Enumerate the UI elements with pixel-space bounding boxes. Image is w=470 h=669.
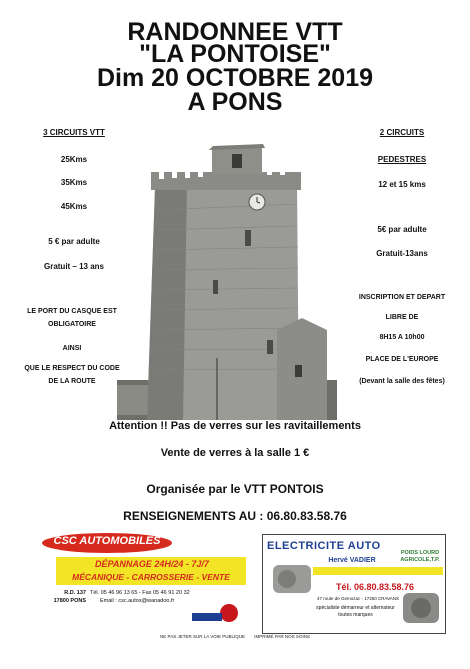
footer-left: NE PAS JETER SUR LA VOIE PUBLIQUE (160, 634, 245, 639)
right-heading-line-2: PEDESTRES (377, 155, 427, 164)
title-line-2: "LA PONTOISE" (139, 40, 331, 68)
footer (0, 634, 470, 639)
vente-notice: Vente de verres à la salle 1 € (160, 447, 310, 459)
organisee-notice: Organisée par le VTT PONTOIS (146, 482, 324, 496)
tower-photo (117, 130, 337, 420)
elec-name: ELECTRICITE AUTO (267, 540, 381, 552)
elec-specialty-2: toutes marques (338, 612, 373, 618)
csc-depannage: DÉPANNAGE 24H/24 - 7J/7 (95, 559, 209, 569)
elec-person: Hervé VADIER (328, 557, 376, 564)
left-free: Gratuit – 13 ans (43, 262, 105, 271)
right-place: PLACE DE L'EUROPE (365, 356, 439, 363)
elec-brand-1: POIDS LOURD (400, 550, 440, 556)
attention-notice: Attention !! Pas de verres sur les ravitaillements (109, 420, 361, 432)
left-distance-2: 35Kms (60, 178, 88, 187)
right-hall: (Devant la salle des fêtes) (359, 378, 445, 385)
right-heading-line-1: 2 CIRCUITS (379, 128, 425, 137)
right-hours: 8H15 A 10h00 (379, 334, 425, 341)
left-code-line-2: DE LA ROUTE (48, 378, 96, 385)
renseignements-notice: RENSEIGNEMENTS AU : 06.80.83.58.76 (123, 509, 347, 523)
right-distances: 12 et 15 kms (378, 180, 426, 189)
left-distance-1: 25Kms (60, 155, 88, 164)
right-free: Gratuit-13ans (376, 249, 428, 258)
csc-automobiles-ad (42, 533, 246, 628)
left-heading: 3 CIRCUITS VTT (43, 128, 105, 137)
left-helmet-line-1: LE PORT DU CASQUE EST (27, 308, 117, 315)
elec-brand-2: AGRICOLE,T.P. (400, 557, 440, 563)
left-ainsi: AINSI (62, 345, 82, 352)
csc-name: CSC AUTOMOBILES (53, 535, 161, 547)
elec-specialty-1: spécialiste démarreur et alternateur (316, 605, 395, 611)
electricite-auto-ad (262, 534, 446, 634)
right-price: 5€ par adulte (377, 225, 427, 234)
left-helmet-line-2: OBLIGATOIRE (48, 321, 96, 328)
left-code-line-1: QUE LE RESPECT DU CODE (24, 365, 120, 372)
elec-address: 47 route de Gemozac - 17260 CRAVANS (316, 596, 400, 601)
title-line-1: RANDONNEE VTT (127, 18, 343, 46)
footer-right: IMPRIMÉ PAR NOS SOINS (254, 634, 310, 639)
elec-tel: Tél. 06.80.83.58.76 (335, 582, 415, 592)
csc-city: 17800 PONS (53, 598, 86, 604)
title-line-3: Dim 20 OCTOBRE 2019 (96, 64, 374, 92)
csc-rd: R.D. 137 (64, 590, 86, 596)
right-inscription-line-1: INSCRIPTION ET DEPART (358, 294, 446, 301)
left-distance-3: 45Kms (60, 202, 88, 211)
csc-tel: Tél. 05 46 96 13 65 - Fax 05 46 91 20 32 (90, 590, 190, 596)
left-price: 5 € par adulte (48, 237, 100, 246)
right-inscription-line-2: LIBRE DE (385, 314, 419, 321)
csc-email: Email : csc.autos@wanadoo.fr (100, 598, 175, 604)
title-line-4: A PONS (187, 88, 283, 116)
csc-mecanique: MÉCANIQUE - CARROSSERIE - VENTE (72, 572, 230, 582)
